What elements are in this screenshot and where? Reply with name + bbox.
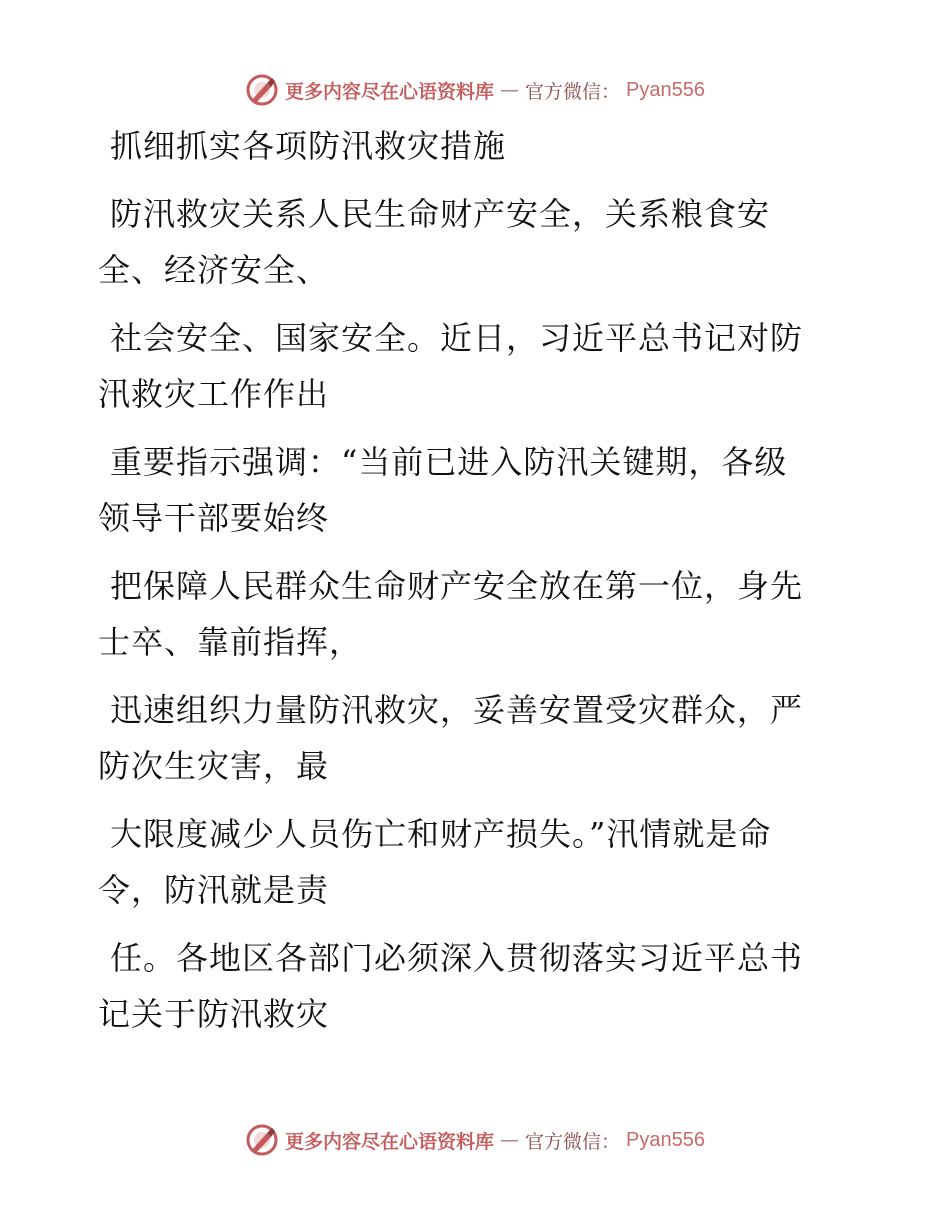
text-line: 社会安全、国家安全。近日，习近平总书记对防 [110,319,804,357]
watermark-wechat-id: Pyan556 [626,1128,705,1151]
pen-logo-icon [245,73,279,107]
text-line: 令，防汛就是责 [98,871,330,909]
pen-logo-icon [245,1123,279,1157]
paragraph-gap [98,670,838,682]
paragraph-gap [98,298,838,310]
text-line: 任。各地区各部门必须深入贯彻落实习近平总书 [110,939,804,977]
text-line: 记关于防汛救灾 [98,995,330,1033]
paragraph-gap [98,546,838,558]
paragraph-gap [98,422,838,434]
text-line: 汛救灾工作作出 [98,375,330,413]
watermark-sub-text: 官方微信： [525,80,621,103]
paragraph-gap [98,794,838,806]
watermark-main-text: 更多内容尽在心语资料库 [285,1130,495,1153]
text-line: 士卒、靠前指挥， [98,623,363,661]
text-line: 领导干部要始终 [98,499,330,537]
paragraph-gap [98,174,838,186]
text-line: 防次生灾害，最 [98,747,330,785]
text-line: 把保障人民群众生命财产安全放在第一位，身先 [110,567,804,605]
watermark-sub-text: 官方微信： [525,1130,621,1153]
text-line: 重要指示强调：“当前已进入防汛关键期，各级 [110,443,788,481]
watermark-dash: — [500,79,520,101]
article-title: 抓细抓实各项防汛救灾措施 [110,127,507,165]
article-body [98,118,838,1042]
watermark-wechat-id: Pyan556 [626,78,705,101]
text-line: 迅速组织力量防汛救灾，妥善安置受灾群众，严 [110,691,804,729]
text-line: 大限度减少人员伤亡和财产损失。”汛情就是命 [110,815,772,853]
footer-watermark [0,1120,950,1160]
watermark-dash: — [500,1129,520,1151]
header-watermark [0,70,950,110]
text-line: 防汛救灾关系人民生命财产安全，关系粮食安 [110,195,771,233]
watermark-main-text: 更多内容尽在心语资料库 [285,80,495,103]
text-line: 全、经济安全、 [98,251,330,289]
paragraph-gap [98,918,838,930]
